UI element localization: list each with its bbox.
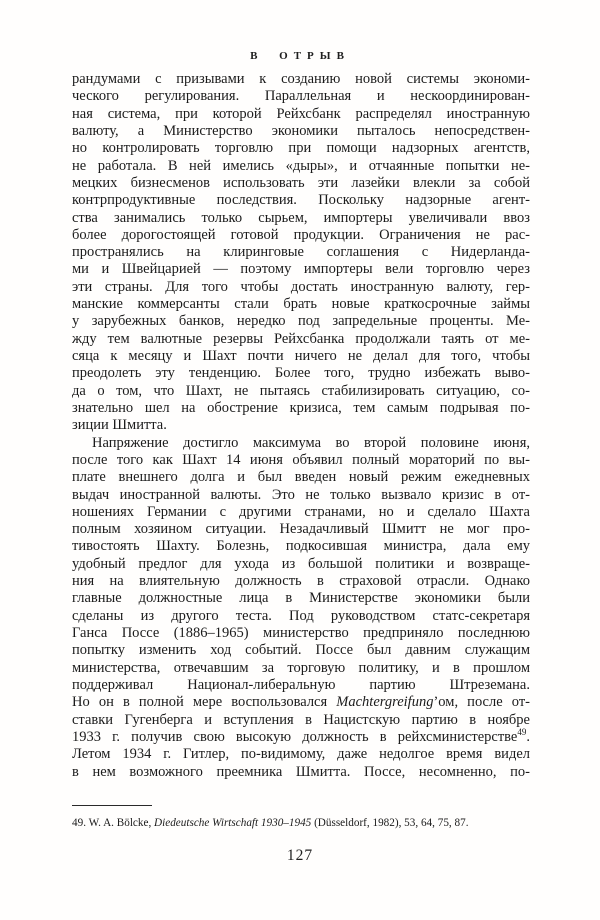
- text-line: ния на влиятельную должность в страховой отрасли. Однако: [72, 573, 530, 590]
- text-line: пространялись на клиринговые соглашения с Нидерланда-: [72, 244, 530, 261]
- page-number: 127: [286, 847, 314, 864]
- text-line: у зарубежных банков, нередко под запредельные проценты. Ме-: [72, 313, 530, 330]
- text-line: более дорогостоящей готовой продукции. Ограничения не рас-: [72, 226, 530, 243]
- text-line: после того как Шахт 14 июня объявил полный мораторий по вы-: [72, 451, 530, 468]
- footnote-reference-49: 49: [517, 727, 527, 738]
- text-line-footnote-ref: [72, 729, 530, 746]
- text-segment: Но он в полной мере воспользовался: [72, 694, 337, 711]
- text-segment: .: [526, 728, 530, 745]
- text-line: контрпродуктивные последствия. Поскольку надзорные агент-: [72, 192, 530, 209]
- text-line-machtergreifung: [72, 694, 530, 711]
- text-line: но контролировать торговлю при помощи надзорных агентств,: [72, 140, 530, 157]
- text-line: Ганса Поссе (1886–1965) министерство предприняло последнюю: [72, 625, 530, 641]
- text-line: выдач иностранной валюты. Это не только вызвало кризис в от-: [72, 486, 530, 503]
- footnote-text: 49. W. A. Bölcke,: [72, 817, 155, 829]
- text-line: да о том, что Шахт, не пытаясь стабилизировать ситуацию, со-: [72, 382, 530, 399]
- running-head: В ОТРЫВ: [250, 50, 350, 62]
- text-line: эти страны. Для того чтобы достать иностранную валюту, гер-: [72, 278, 530, 295]
- text-segment: ’ом, после от-: [433, 694, 530, 711]
- text-line: мецких бизнесменов использовать эти лазейки влекли за собой: [72, 174, 530, 191]
- text-line: преодолеть эту тенденцию. Более того, трудно избежать выво-: [72, 365, 530, 382]
- text-line: Напряжение достигло максимума во второй половине июня,: [92, 434, 530, 451]
- text-line: ческого регулирования. Параллельная и нескоординирован-: [72, 88, 530, 105]
- text-line: сяца к месяцу и Шахт почти ничего не делал для того, чтобы: [72, 348, 530, 364]
- italic-term: Machtergreifung: [336, 694, 434, 711]
- text-line: знательно шел на обострение кризиса, тем самым подрывая по-: [72, 399, 530, 416]
- text-line: Летом 1934 г. Гитлер, по-видимому, даже недолгое время видел: [72, 746, 530, 763]
- text-line: рандумами с призывами к созданию новой системы экономи-: [72, 71, 530, 87]
- text-line: ставки Гугенберга и вступления в Нацистскую партию в ноябре: [72, 711, 530, 728]
- text-line: зиции Шмитта.: [72, 417, 167, 434]
- text-segment: 1933 г. получив свою высокую должность в рейхсминистерстве: [72, 728, 518, 745]
- text-line: ми и Швейцарией — поэтому импортеры вели торговлю через: [72, 261, 530, 278]
- text-line: удобный предлог для ухода из большой политики и возвраще-: [72, 555, 530, 572]
- footnote: [72, 816, 542, 830]
- text-line: ства занимались только сырьем, импортеры увеличивали ввоз: [72, 209, 530, 226]
- text-line: поддерживал Национал-либеральную партию Штреземана.: [72, 676, 530, 693]
- text-line: ношениях Германии с другими странами, но и сделало Шахта: [72, 503, 530, 520]
- text-line: главные должностные лица в Министерстве экономики были: [72, 590, 530, 607]
- text-line: министерства, отвечавшим за торговую политику, и в прошлом: [72, 659, 530, 676]
- text-line: валюту, а Министерство экономики пыталось непосредствен-: [72, 122, 530, 139]
- footnote-book-title: Diedeutsche Wirtschaft 1930–1945: [154, 817, 312, 829]
- text-line: в нем возможного преемника Шмитта. Поссе, несомненно, по-: [72, 763, 530, 780]
- text-line: попытку изменить ход событий. Поссе был давним служащим: [72, 642, 530, 659]
- text-line: не работала. В ней имелись «дыры», и отчаянные попытки не-: [72, 157, 530, 174]
- text-line: плате внешнего долга и был введен новый режим ежедневных: [72, 469, 530, 486]
- body-text: [72, 71, 530, 781]
- text-line: сделаны из другого теста. Под руководством статс-секретаря: [72, 607, 530, 624]
- text-line: манские коммерсанты стали брать новые краткосрочные займы: [72, 296, 530, 313]
- footnote-text: (Düsseldorf, 1982), 53, 64, 75, 87.: [311, 817, 469, 829]
- text-line: тивостоять Шахту. Болезнь, подкосившая министра, дала ему: [72, 538, 530, 555]
- text-line: полным хозяином ситуации. Незадачливый Шмитт не мог про-: [72, 521, 530, 538]
- text-line: жду тем валютные резервы Рейхсбанка продолжали таять от ме-: [72, 330, 530, 347]
- text-line: ная система, при которой Рейхсбанк распределял иностранную: [72, 105, 530, 122]
- footnote-separator-rule: [72, 805, 152, 806]
